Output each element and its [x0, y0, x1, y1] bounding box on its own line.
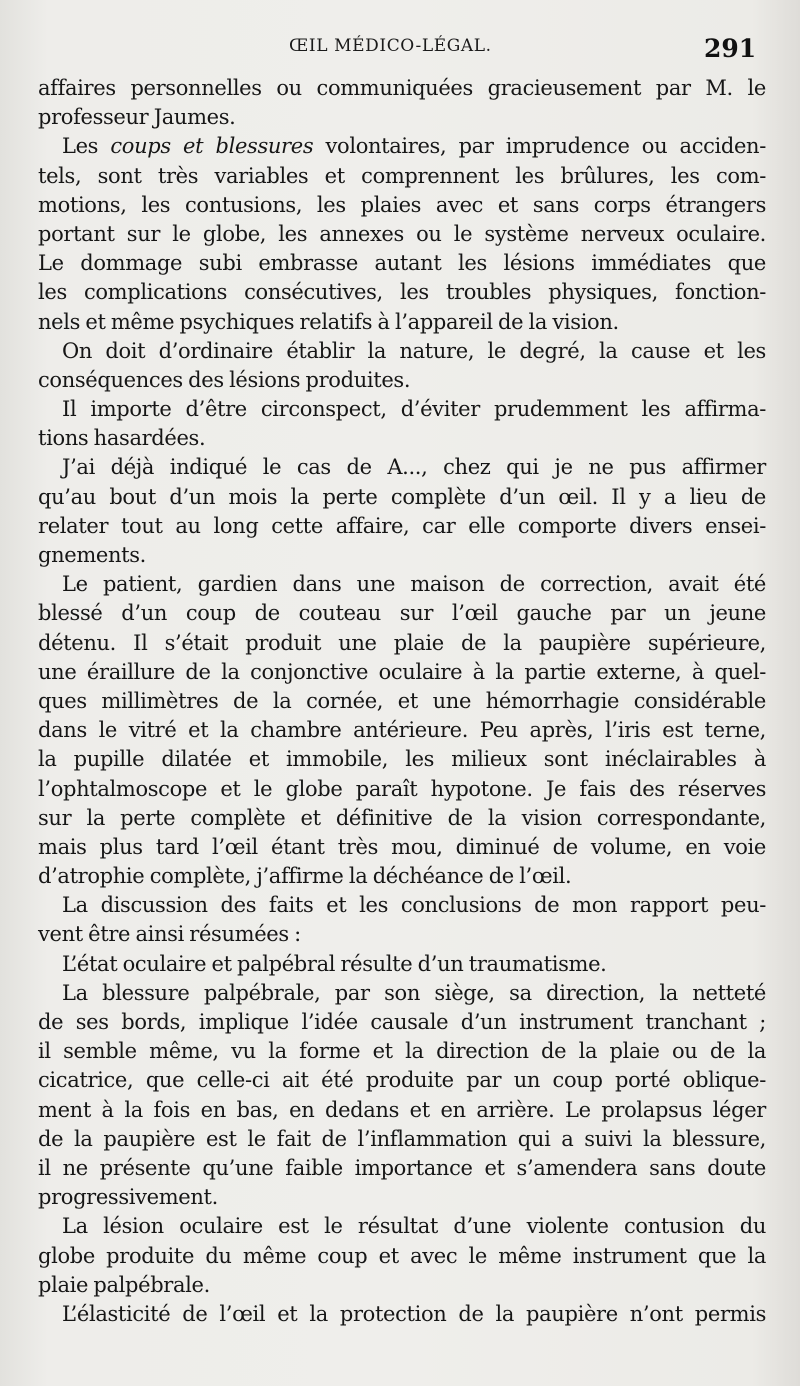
text-line: plaie palpébrale.: [38, 1272, 210, 1297]
text-line: tions hasardées.: [38, 426, 206, 451]
text-line: de la paupière est le fait de l’inflammation qui a suivi la blessure,: [38, 1126, 766, 1151]
text-line: relater tout au long cette affaire, car elle comporte divers ensei-: [38, 513, 766, 538]
text-line: sur la perte complète et définitive de la vision correspondante,: [38, 805, 766, 830]
italic-phrase: coups et blessures: [110, 134, 314, 159]
text-line: une éraillure de la conjonctive oculaire à la partie externe, à quel-: [38, 659, 766, 684]
text-line: La lésion oculaire est le résultat d’une violente contusion du: [62, 1214, 766, 1239]
text-line: nels et même psychiques relatifs à l’appareil de la vision.: [38, 309, 619, 334]
text-line: affaires personnelles ou communiquées gracieusement par M. le: [38, 76, 766, 100]
text-line: il ne présente qu’une faible importance et s’amendera sans doute: [38, 1155, 766, 1180]
text-line: professeur Jaumes.: [38, 105, 236, 130]
text-line: d’atrophie complète, j’affirme la déchéance de l’œil.: [38, 864, 572, 889]
text-line: La discussion des faits et les conclusions de mon rapport peu-: [62, 893, 766, 918]
text-line: la pupille dilatée et immobile, les milieux sont inéclairables à: [38, 747, 766, 772]
text-line: tels, sont très variables et comprennent les brûlures, les com-: [38, 163, 766, 188]
text-line: les complications consécutives, les troubles physiques, fonction-: [38, 280, 766, 305]
text-line: cicatrice, que celle-ci ait été produite par un coup porté oblique-: [38, 1068, 766, 1093]
text-line: Le patient, gardien dans une maison de correction, avait été: [62, 572, 766, 597]
text-line: gnements.: [38, 543, 147, 567]
text-line: dans le vitré et la chambre antérieure. Peu après, l’iris est terne,: [38, 718, 766, 743]
text-line: Les coups et blessures volontaires, par imprudence ou acciden-: [62, 134, 766, 159]
page-number: 291: [704, 34, 757, 63]
text-line: On doit d’ordinaire établir la nature, le degré, la cause et les: [62, 338, 766, 363]
body-text: [38, 74, 766, 1329]
text-line: globe produite du même coup et avec le même instrument que la: [38, 1243, 766, 1268]
text-line: de ses bords, implique l’idée causale d’un instrument tranchant ;: [38, 1010, 766, 1034]
text-line: motions, les contusions, les plaies avec et sans corps étrangers: [38, 192, 766, 217]
text-line: La blessure palpébrale, par son siège, sa direction, la netteté: [62, 980, 766, 1005]
text-line: ment à la fois en bas, en dedans et en arrière. Le prolapsus léger: [38, 1097, 766, 1122]
text-line: conséquences des lésions produites.: [38, 367, 411, 392]
running-head: ŒIL MÉDICO-LÉGAL.: [289, 36, 492, 56]
text-line: Le dommage subi embrasse autant les lésions immédiates que: [38, 251, 766, 276]
text-line: détenu. Il s’était produit une plaie de la paupière supérieure,: [38, 630, 766, 655]
text-line: portant sur le globe, les annexes ou le système nerveux oculaire.: [38, 221, 766, 246]
page-header: [0, 34, 800, 68]
text-line: J’ai déjà indiqué le cas de A..., chez qui je ne pus affirmer: [62, 455, 766, 480]
text-line: progressivement.: [38, 1185, 218, 1210]
text-line: il semble même, vu la forme et la direction de la plaie ou de la: [38, 1039, 766, 1064]
text-line: vent être ainsi résumées :: [38, 922, 301, 947]
text-line: mais plus tard l’œil étant très mou, diminué de volume, en voie: [38, 834, 766, 859]
text-line: L’état oculaire et palpébral résulte d’un traumatisme.: [62, 951, 607, 976]
text-line: ques millimètres de la cornée, et une hémorrhagie considérable: [38, 688, 766, 713]
text-line: L’élasticité de l’œil et la protection de la paupière n’ont permis: [62, 1301, 766, 1326]
text-line: blessé d’un coup de couteau sur l’œil gauche par un jeune: [38, 601, 766, 626]
text-line: l’ophtalmoscope et le globe paraît hypotone. Je fais des réserves: [38, 776, 766, 801]
text-line: qu’au bout d’un mois la perte complète d’un œil. Il y a lieu de: [38, 484, 766, 509]
text-line: Il importe d’être circonspect, d’éviter prudemment les affirma-: [62, 397, 766, 422]
